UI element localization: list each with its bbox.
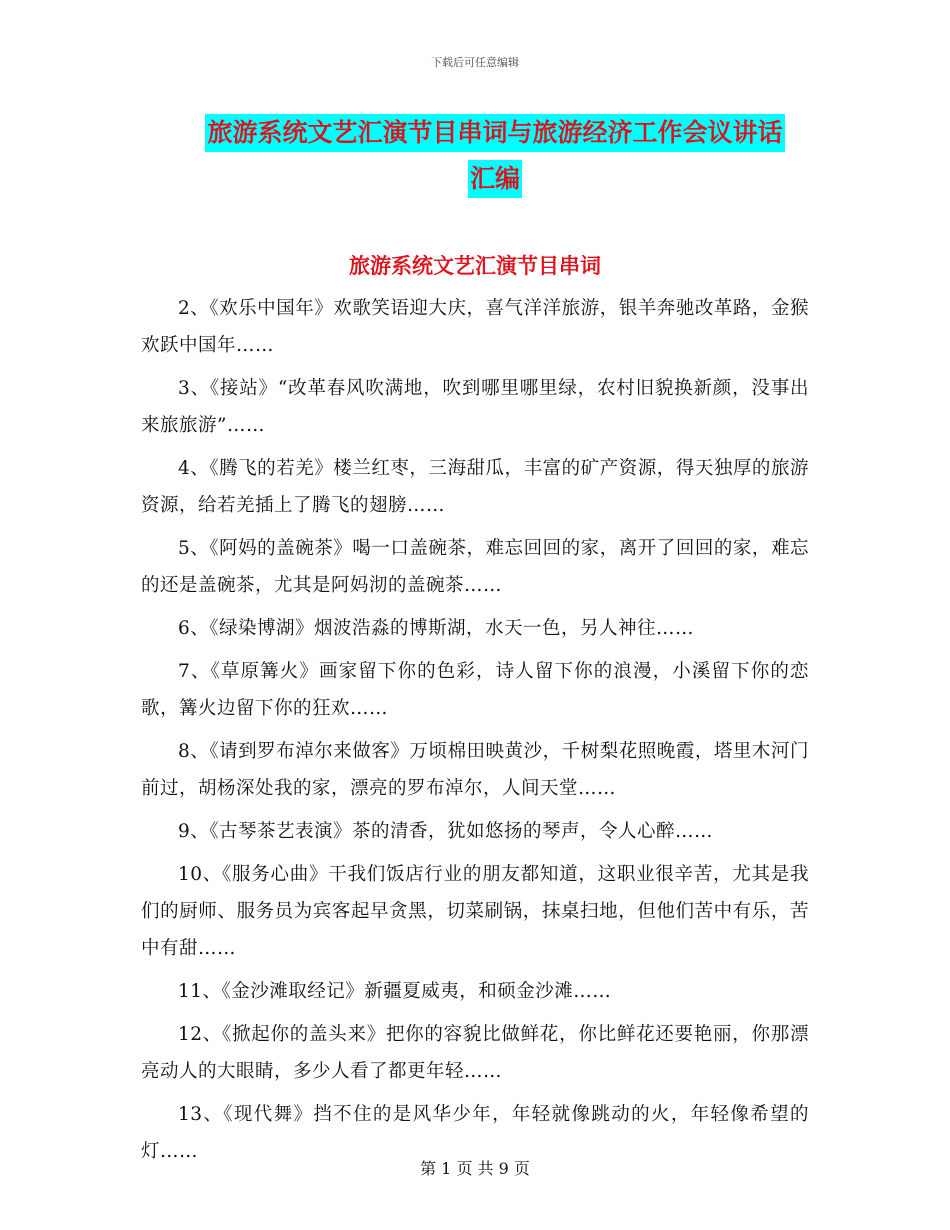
paragraph: 10、《服务心曲》干我们饭店行业的朋友都知道，这职业很辛苦，尤其是我们的厨师、服务员为宾客起早贪黑，切菜刷锅，抹桌扫地，但他们苦中有乐，苦中有甜…… — [141, 864, 809, 959]
paragraph: 3、《接站》“改革春风吹满地，吹到哪里哪里绿，农村旧貌换新颜，没事出来旅旅游”…… — [141, 378, 809, 436]
paragraph: 13、《现代舞》挡不住的是风华少年，年轻就像跳动的火，年轻像希望的灯…… — [141, 1104, 809, 1162]
paragraph: 5、《阿妈的盖碗茶》喝一口盖碗茶，难忘回回的家，离开了回回的家，难忘的还是盖碗茶，尤其是阿妈沏的盖碗茶…… — [141, 538, 809, 596]
paragraph: 6、《绿染博湖》烟波浩淼的博斯湖，水天一色，另人神往…… — [178, 618, 695, 639]
body-text — [141, 290, 809, 1176]
paragraph: 9、《古琴茶艺表演》茶的清香，犹如悠扬的琴声，令人心醉…… — [178, 821, 714, 842]
document-title — [150, 110, 840, 202]
paragraph: 2、《欢乐中国年》欢歌笑语迎大庆，喜气洋洋旅游，银羊奔驰改革路，金猴欢跃中国年…… — [141, 298, 809, 356]
page-header: 下载后可任意编辑 — [431, 56, 519, 69]
document-title-line-2: 汇编 — [468, 160, 522, 198]
paragraph: 7、《草原篝火》画家留下你的色彩，诗人留下你的浪漫，小溪留下你的恋歌，篝火边留下你的狂欢…… — [141, 661, 809, 719]
section-title: 旅游系统文艺汇演节目串词 — [349, 254, 601, 278]
paragraph: 8、《请到罗布淖尔来做客》万顷棉田映黄沙，千树梨花照晚霞，塔里木河门前过，胡杨深处我的家，漂亮的罗布淖尔，人间天堂…… — [141, 741, 809, 799]
document-title-line-1: 旅游系统文艺汇演节目串词与旅游经济工作会议讲话 — [205, 114, 784, 152]
paragraph: 4、《腾飞的若羌》楼兰红枣，三海甜瓜，丰富的矿产资源，得天独厚的旅游资源，给若羌插上了腾飞的翅膀…… — [141, 458, 809, 516]
paragraph: 11、《金沙滩取经记》新疆夏威夷，和硕金沙滩…… — [178, 981, 612, 1002]
page-footer: 第 1 页 共 9 页 — [420, 1159, 530, 1178]
paragraph: 12、《掀起你的盖头来》把你的容貌比做鲜花，你比鲜花还要艳丽，你那漂亮动人的大眼睛，多少人看了都更年轻…… — [141, 1024, 809, 1082]
